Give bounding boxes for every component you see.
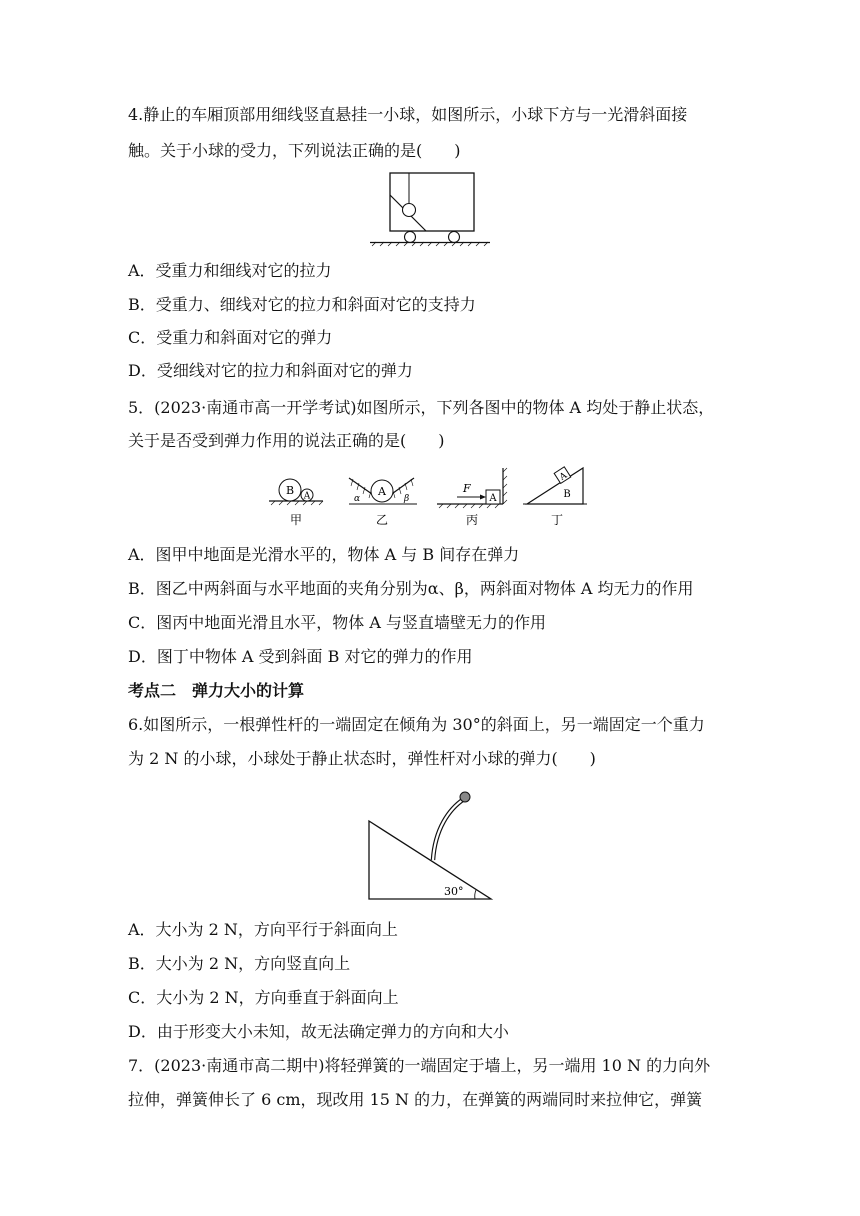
panel-jia [269, 479, 323, 505]
q6-incline-rod-figure [365, 787, 495, 903]
q5-stem-line-1: 5．(2023·南通市高一开学考试)如图所示，下列各图中的物体 A 均处于静止状态， [128, 398, 715, 417]
q4-stem-line-1: 4.静止的车厢顶部用细线竖直悬挂一小球，如图所示，小球下方与一光滑斜面接 [128, 105, 688, 124]
q7-stem-line-2: 拉伸，弹簧伸长了 6 cm，现改用 15 N 的力，在弹簧的两端同时来拉伸它，弹簧 [128, 1090, 703, 1109]
q4-stem-line-2: 触。关于小球的受力，下列说法正确的是( ) [128, 141, 461, 160]
q6-stem-line-1: 6.如图所示，一根弹性杆的一端固定在倾角为 30°的斜面上，另一端固定一个重力 [128, 715, 705, 734]
section-heading: 考点二 弹力大小的计算 [128, 681, 305, 700]
caption-jia: 甲 [289, 513, 303, 526]
q5-four-panel-figure [265, 464, 595, 526]
q6-option-d: D．由于形变大小未知，故无法确定弹力的方向和大小 [128, 1022, 509, 1041]
q6-angle-label: 30° [444, 885, 464, 898]
panel-bing [437, 468, 507, 508]
q6-option-a: A．大小为 2 N，方向平行于斜面向上 [128, 920, 398, 939]
q5-option-c: C．图丙中地面光滑且水平，物体 A 与竖直墙壁无力的作用 [128, 613, 546, 632]
yi-label-alpha: α [354, 494, 361, 504]
q6-option-b: B．大小为 2 N，方向竖直向上 [128, 954, 351, 973]
bing-label-a: A [489, 493, 497, 504]
ding-label-a: A [558, 470, 569, 483]
q4-option-a: A．受重力和细线对它的拉力 [128, 261, 332, 280]
q7-stem-line-1: 7．(2023·南通市高二期中)将轻弹簧的一端固定于墙上，另一端用 10 N 的力向外 [128, 1056, 711, 1075]
ding-label-b: B [563, 489, 571, 500]
q5-stem-line-2: 关于是否受到弹力作用的说法正确的是( ) [128, 431, 445, 450]
q4-option-c: C．受重力和斜面对它的弹力 [128, 328, 333, 347]
q4-option-b: B．受重力、细线对它的拉力和斜面对它的支持力 [128, 295, 476, 314]
yi-label-beta: β [404, 494, 410, 504]
q6-stem-line-2: 为 2 N 的小球，小球处于静止状态时，弹性杆对小球的弹力( ) [128, 749, 596, 768]
jia-label-a: A [303, 491, 311, 502]
bing-label-f: F [463, 482, 471, 495]
q5-option-d: D．图丁中物体 A 受到斜面 B 对它的弹力的作用 [128, 647, 473, 666]
q6-option-c: C．大小为 2 N，方向垂直于斜面向上 [128, 988, 399, 1007]
q5-option-a: A．图甲中地面是光滑水平的，物体 A 与 B 间存在弹力 [128, 545, 520, 564]
caption-yi: 乙 [375, 513, 389, 526]
q5-option-b: B．图乙中两斜面与水平地面的夹角分别为α、β，两斜面对物体 A 均无力的作用 [128, 579, 694, 598]
yi-label-a: A [378, 485, 386, 498]
panel-yi [349, 478, 417, 504]
caption-ding: 丁 [550, 513, 564, 526]
panel-ding [523, 467, 587, 504]
q4-option-d: D．受细线对它的拉力和斜面对它的弹力 [128, 361, 413, 380]
caption-bing: 丙 [465, 513, 479, 526]
jia-label-b: B [285, 484, 295, 497]
q4-train-car-figure [368, 170, 492, 248]
